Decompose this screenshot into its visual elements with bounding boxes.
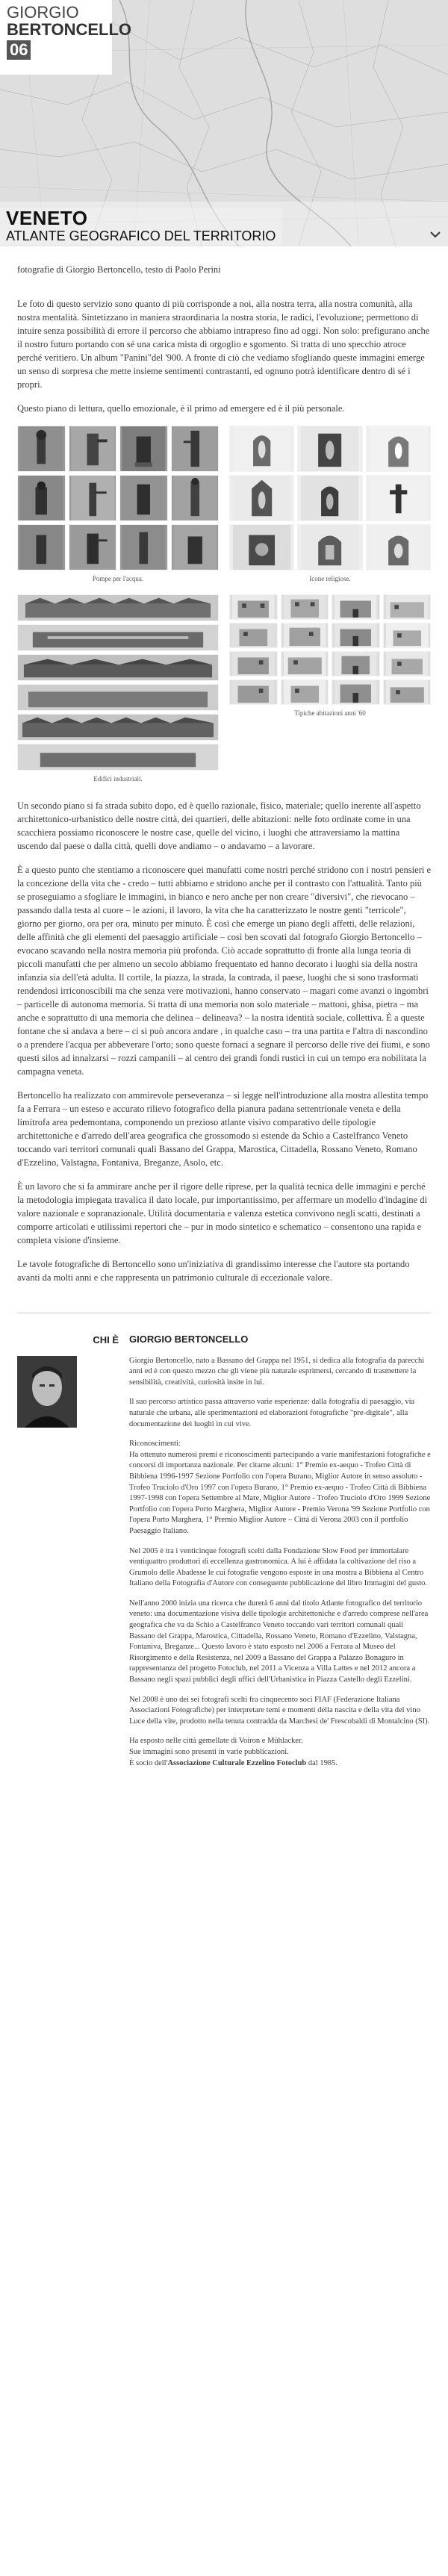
house-photo (383, 651, 432, 676)
house-photo (281, 679, 329, 705)
house-photo (383, 594, 432, 620)
membership-suffix: dal 1985. (306, 1758, 337, 1767)
pump-photo (119, 475, 168, 521)
photo-plates-row-2 (0, 594, 448, 783)
plate-water-pumps[interactable] (17, 426, 219, 582)
house-photo (332, 594, 380, 620)
chevron-down-icon[interactable] (429, 228, 442, 241)
pump-photo (119, 524, 168, 570)
shrine-photo (229, 524, 294, 570)
photo-credit: fotografie di Giorgio Bertoncello, testo di Paolo Perini (17, 264, 221, 275)
bio-paragraph: Giorgio Bertoncello, nato a Bassano del Grappa nel 1951, si dedica alla fotografia da parecchi anni ed è con questo mezzo che gli viene più naturale esprimersi, cercando di trasmettere la sensibilità, creatività, curiosità insite in lui. (129, 1356, 425, 1387)
bio-paragraph: Il suo percorso artistico passa attraverso varie esperienze: dalla fotografia di paesaggio, via naturale che urbana, alle sperimentazioni ed elaborazioni fotografiche "pre-digitale", alla documentazione dei luoghi in cui vive. (129, 1398, 415, 1428)
bio-paragraph: Sue immagini sono presenti in varie pubblicazioni. (129, 1748, 289, 1756)
article-body (0, 246, 448, 415)
industrial-photo (17, 654, 219, 681)
plate-caption: Pompe per l'acqua. (92, 575, 144, 582)
author-portrait (17, 1356, 77, 1428)
paragraph: Questo piano di lettura, quello emozionale, è il primo ad emergere ed è il più personale. (17, 403, 345, 414)
association-name: Associazione Culturale Ezzelino Fotoclub (167, 1758, 307, 1767)
industrial-grid (17, 594, 219, 771)
industrial-photo (17, 594, 219, 621)
pump-photo (17, 475, 66, 521)
house-photo (332, 651, 380, 676)
bio-paragraph: Nel 2005 è tra i venticinque fotografi scelti dalla Fondazione Slow Food per immortalare ventiquattro produttori di eccellenza gastronomica. A lui è affidata la coltivazione del riso a Grumolo delle Abadesse le cui fotografie vengono esposte in una mostra a Bibbiena al Centro Italiano della Fotografia d'Autore con conseguente pubblicazione del libro Immagini del gusto. (129, 1546, 428, 1588)
hero-subtitle: ATLANTE GEOGRAFICO DEL TERRITORIO (6, 228, 276, 243)
house-photo (281, 651, 329, 676)
membership-prefix: È socio dell' (129, 1758, 168, 1767)
brand-logo[interactable] (0, 0, 132, 75)
shrines-grid (229, 426, 431, 570)
pump-photo (17, 426, 66, 472)
house-photo (229, 623, 278, 648)
awards-paragraph: Ha ottenuto numerosi premi e riconoscimenti partecipando a varie manifestazioni fotografiche e concorsi di importanza nazionale. Per citarne alcuni: 1° Premio ex-aequo - Trofeo Città di Bibbiena 1996-1997 Sezione Portfolio con l'opera Burano, Miglior Autore in senso assoluto - Trofeo Truciolo d'Oro 1997 con l'opera Burano, 1° Premio ex-aequo - Trofeo Città di Bibbiena 1997-1998 con l'opera Settembre al Mare, Miglior Autore - Trofeo Truciolo d'Oro 1999 Sezione Portfolio con l'opera Porto Marghera, Miglior Autore - Premio Verona '99 Sezione Portfolio con l'opera Porto Marghera, 1° Premio Miglior Autore – Città di Verona 2003 con il portfolio Paesaggio Italiano. (129, 1450, 431, 1535)
pump-photo (171, 475, 220, 521)
hero-title: VENETO (6, 207, 88, 229)
house-photo (332, 679, 380, 705)
article-body-continued (0, 794, 448, 1284)
bio-paragraph (129, 1758, 431, 1770)
pump-photo (69, 475, 117, 521)
hero-banner (0, 0, 448, 246)
paragraph: Le tavole fotografiche di Bertoncello sono un'iniziativa di grandissimo interesse che l'autore sta portando avanti da molti anni e che rappresenta un patrimonio culturale di eccezionale valore. (17, 1259, 410, 1283)
industrial-photo (17, 744, 219, 771)
pump-photo (171, 524, 220, 570)
house-photo (229, 651, 278, 676)
plate-religious-icons[interactable] (229, 426, 431, 582)
author-section-label: CHI È (93, 1334, 119, 1345)
shrine-photo (366, 475, 431, 521)
pumps-grid (17, 426, 219, 570)
shrine-photo (366, 524, 431, 570)
shrine-photo (297, 426, 362, 472)
plate-caption: Icone religiose. (309, 575, 351, 582)
paragraph: Bertoncello ha realizzato con ammirevole perseveranza – si legge nell'introduzione alla mostra allestita tempo fa a Ferrara – un esteso e accurato rilievo fotografico della pianura padana settentrionale veneta e della limitrofa area pedemontana, componendo un prezioso atlante visivo comparativo delle tipologie architettoniche e d'arredo dell'area geografica che grossomodo si estende da Schio a Castelfranco Veneto toccando vari territori comunali quali Bassano del Grappa, Marostica, Cittadella, Rossano Veneto, Romano d'Ezzelino, Valstagna, Fontaniva, Breganze, Asolo, etc. (17, 1090, 429, 1168)
author-sidebar (17, 1334, 129, 1769)
shrine-photo (229, 426, 294, 472)
pump-photo (69, 426, 117, 472)
pump-photo (171, 426, 220, 472)
issue-number: 06 (7, 40, 31, 60)
photo-plates-row-1 (0, 426, 448, 582)
plate-houses[interactable] (229, 594, 431, 783)
plate-caption: Tipiche abitazioni anni '60 (294, 709, 366, 717)
pump-photo (17, 524, 66, 570)
author-bio (129, 1334, 431, 1769)
house-photo (332, 623, 380, 648)
shrine-photo (366, 426, 431, 472)
house-photo (281, 594, 329, 620)
house-photo (383, 623, 432, 648)
shrine-photo (297, 475, 362, 521)
hero-title-block (0, 208, 281, 245)
author-bio-section (0, 1334, 448, 1799)
paragraph: È un lavoro che si fa ammirare anche per il rigore delle riprese, per la qualità tecnica delle immagini e perché la metodologia impiegata travalica il dato locale, pur importantissimo, per affermare un modello d'indagine di valore nazionale e sopranazionale. Utilità documentaria e valenza estetica convivono negli scatti, destinati a comporre articolati e utilissimi repertori che – pur in modo sintetico e schematico – consentono una rapida e completa visione d'insieme. (17, 1181, 428, 1245)
house-photo (383, 679, 432, 705)
brand-lastname: BERTONCELLO (7, 20, 132, 39)
plate-industrial-buildings[interactable] (17, 594, 219, 783)
pump-photo (69, 524, 117, 570)
house-photo (281, 623, 329, 648)
house-photo (229, 594, 278, 620)
shrine-photo (229, 475, 294, 521)
paragraph: Le foto di questo servizio sono quanto di più corrisponde a noi, alla nostra terra, alla nostra comunità, alla nostra mentalità. Sintetizzano in maniera straordinaria la nostra storia, le radici, l'evoluzione; permettono di intuire senza possibilità di errore il percorso che abbiamo intrapreso fino ad oggi. Non solo: prefigurano anche il nostro futuro portando con sé una carica mista di orgoglio e sgomento. Si tratta di uno specchio atroce perché veritiero. Un album "Panini"del '900. A fronte di ciò che vediamo sfogliando queste immagini emerge un senso di sorpresa che mette insieme sentimenti contrastanti, ed ognuno potrà identificare dentro di sé i propri. (17, 299, 430, 390)
author-name: GIORGIO BERTONCELLO (129, 1334, 249, 1345)
shrine-photo (297, 524, 362, 570)
houses-grid (229, 594, 431, 705)
awards-heading: Riconoscimenti: (129, 1440, 181, 1449)
brand-firstname: GIORGIO (7, 3, 79, 22)
pump-photo (119, 426, 168, 472)
bio-paragraph: Nel 2008 è uno dei sei fotografi scelti fra cinquecento soci FIAF (Federazione Italiana Associazioni Fotografiche) per interpretare temi e momenti della nascita e della vita del vino Luce della vite, prodotto nella tenuta contradda da Marchesi de' Frescobaldi di Montalcino (SI). (129, 1695, 430, 1726)
bio-paragraph: Nell'anno 2000 inizia una ricerca che durerà 6 anni dal titolo Atlante fotografico del territorio veneto: una documentazione visiva delle tipologie architettoniche e d'arredo comprese nell'area geografica che va da Schio a Castelfranco Veneto toccando vari territori comunali quali Bassano del Grappa, Marostica, Cittadella, Rossano Veneto, Romano d'Ezzelino, Valstagna, Fontaniva, Breganze... Questo lavoro è stato esposto nel 2006 a Ferrara al Museo del Risorgimento e della Resistenza, nel 2009 a Bassano del Grappa a Palazzo Bonaguro in rappresentanza del progetto Fotoclub, nel 2011 a Vicenza a Villa Lattes e nel 2012 ancora a Bassano negli spazi pubblici degli uffici dell'Urbanistica in Piazza Castello degli Ezzelini. (129, 1599, 429, 1684)
paragraph: È a questo punto che stentiamo a riconoscere quei manufatti come nostri perché stridono con i nostri pensieri e la concezione della vita che - credo – tutti abbiamo e stridono anche per il contrasto con l'attualità. Tanto più se proseguiamo a sfogliare le immagini, in bianco e nero anche per non creare "diversivi", che rievocano – passando dalla testa al cuore – le azioni, il lavoro, la vita che ha caratterizzato le nostre genti "terricole", giorno per giorno, ora per ora, minuto per minuto. È così che emerge un piano degli affetti, delle relazioni, delle affinità che gli elementi del paesaggio artificiale – così ben scovati dal fotografo Giorgio Bertoncello – evocano scavando nella nostra memoria più profonda. Ciò accade soprattutto di fronte alla lunga teoria di piccoli manufatti che per almeno un secolo abbiamo frequentato ed hanno decorato i luoghi sia della nostra infanzia sia dell'età adulta. Il cortile, la piazza, la strada, la contrada, il paese, luoghi che si sono trasformati rendendosi irriconoscibili ma che senza vere motivazioni, hanno conservato – magari come avanzi o ingombri – particelle di autonoma memoria. Si tratta di una memoria non solo materiale – mattoni, ghisa, pietra – ma anche e soprattutto di una memoria che delinea – delineava? – la nostra identità sociale, collettiva. È a queste fontane che si andava a bere – ci si può ancora andare , in qualche caso – tra una partita e l'altra di nascondino o a prendere l'acqua per abbeverare l'orto; sono queste fornaci a segnare il percorso delle rive dei fiumi, e sono questi silos ad innalzarsi – rozzi campanili – al centro dei grandi fondi rustici in cui un tempo era nobilitata la campagna veneta. (17, 865, 431, 1077)
house-photo (229, 679, 278, 705)
paragraph: Un secondo piano si fa strada subito dopo, ed è quello razionale, fisico, materiale; quello inerente all'aspetto architettonico-urbanistico delle nostre città, dei quartieri, delle abitazioni: nelle foto ordinate come in una scacchiera possiamo riconoscere le nostre case, quelle del vicino, i luoghi che attraversiamo la mattina uscendo dal paese o dalla città, quelli dove andiamo – o andavamo – a lavorare. (17, 800, 421, 851)
industrial-photo (17, 624, 219, 651)
industrial-photo (17, 684, 219, 711)
industrial-photo (17, 714, 219, 741)
plate-caption: Edifici industriali. (93, 775, 143, 783)
bio-paragraph: Ha esposto nelle città gemellate di Voiron e Mühlacker. (129, 1737, 303, 1746)
